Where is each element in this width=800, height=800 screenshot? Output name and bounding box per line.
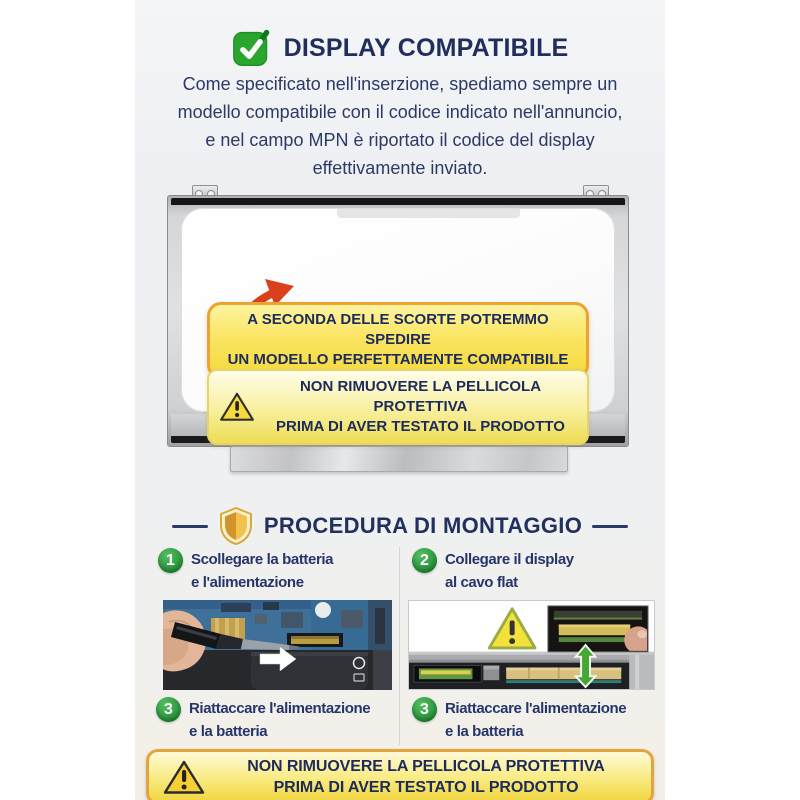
film-warning-line1: NON RIMUOVERE LA PELLICOLA PROTETTIVA (299, 378, 542, 415)
footer-warning-line2: PRIMA DI AVER TESTATO IL PRODOTTO (273, 779, 579, 796)
step-2-line2: al cavo flat (445, 574, 518, 591)
compatible-check-icon (232, 28, 272, 68)
lcd-panel-photo (167, 185, 629, 477)
step-3-right-line2: e la batteria (445, 723, 524, 740)
step-2-line1: Collegare il display (445, 551, 574, 568)
film-warning-label (207, 369, 589, 445)
assembly-title: PROCEDURA DI MONTAGGIO (263, 513, 583, 538)
stock-notice-line1: A SECONDA DELLE SCORTE POTREMMO SPEDIRE (247, 311, 549, 348)
step-3-left-line2: e la batteria (189, 723, 268, 740)
intro-line: effettivamente inviato. (312, 158, 488, 178)
stock-notice-line2: UN MODELLO PERFETTAMENTE COMPATIBILE (227, 351, 569, 368)
panel-top-edge (171, 198, 625, 205)
step-2-badge: 2 (412, 548, 437, 573)
screen-reflection (337, 209, 519, 218)
step-3-left-line1: Riattaccare l'alimentazione (189, 700, 371, 717)
step-1-badge: 1 (158, 548, 183, 573)
step-3-right-line1: Riattaccare l'alimentazione (445, 700, 627, 717)
divider-line-right (592, 525, 628, 528)
panel-foil-strip (230, 446, 568, 472)
intro-line: e nel campo MPN è riportato il codice del display (205, 130, 595, 150)
film-warning-line2: PRIMA DI AVER TESTATO IL PRODOTTO (276, 418, 565, 435)
divider-line-left (172, 525, 208, 528)
step-2 (412, 548, 574, 594)
footer-warning-line1: NON RIMUOVERE LA PELLICOLA PROTETTIVA (247, 758, 605, 775)
step-3-right (412, 697, 626, 743)
stock-notice-label (207, 302, 589, 379)
page-title: DISPLAY COMPATIBILE (283, 33, 569, 62)
intro-line: modello compatibile con il codice indicato nell'annuncio, (177, 102, 623, 122)
assembly-section-header (135, 505, 665, 547)
step-3-left-badge: 3 (156, 697, 181, 722)
footer-warning-banner (146, 749, 654, 800)
warning-triangle-icon (163, 759, 205, 796)
header (135, 28, 665, 68)
photo-connect-flat-cable (408, 600, 655, 690)
step-3-left (156, 697, 370, 743)
photo-disconnect-battery (163, 600, 392, 690)
shield-icon (218, 506, 254, 546)
step-1 (158, 548, 333, 594)
step-3-right-badge: 3 (412, 697, 437, 722)
intro-line: Come specificato nell'inserzione, spediamo sempre un (182, 74, 618, 94)
column-divider (399, 547, 400, 745)
step-1-line2: e l'alimentazione (191, 574, 304, 591)
warning-triangle-icon (219, 391, 255, 423)
step-1-line1: Scollegare la batteria (191, 551, 334, 568)
intro-text (135, 70, 665, 182)
